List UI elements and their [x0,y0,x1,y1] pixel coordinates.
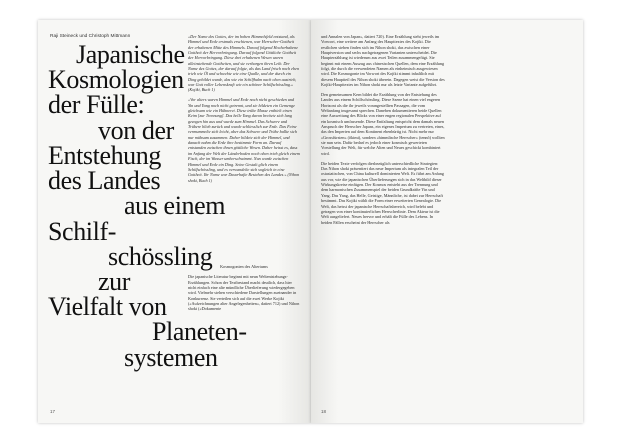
author-line: Raji Steineck und Christoph Mittmann [50,34,131,39]
title-line: systemen [124,342,218,372]
section-heading: Kosmogonien des Altertums [220,264,268,269]
title-line: schössling [108,241,213,271]
title-line: Planeten- [152,317,247,347]
title-line: Kosmologien [48,65,184,95]
title-line: Vielfalt von [48,292,167,322]
title-line: Japanische [76,40,185,69]
body-paragraph: und Annalen von Japan», datiert 720). Eine Erzählung steht jeweils im Vorwort, eine weitere am Anfang des Haupttextes des Kojiki. Die restlichen sieben finden sich im Nihon shoki, das zwischen einer Hauptversion und sechs nachgetragenen Varianten unterscheidet. Die Haupterzählung ist wiederum aus zwei Teilen zusammengefügt. Sie beginnt mit einem Auszug aus chinesischen Quellen, dem eine Erzählung folgt, die durch die verwendeten Namen als einheimisch ausgewiesen wird. Die Kosmogonie im Vorwort des Kojiki stimmt inhaltlich mit diesem Hauptteil des Nihon shoki überein. Dagegen weist die Version des Kojiki-Haupttextes im Nihon shoki nur als letzte Variante aufgeführt. [321,34,445,88]
body-column-left [188,258,300,408]
nihon-shoki-quote: «Vor alters waren Himmel und Erde noch nicht geschieden und Yin und Yang noch nicht getrennt, und sie bildeten ein Gemenge gleichsam wie ein Hühnerei. Diese trübe Masse enthielt einen Keim [zur Trennung]. Das helle Yang davon breitete sich lang gezogen hin aus und wurde zum Himmel. Das Schwere und Trübere blieb zurück und wurde schliesslich zur Erde. Das Feine vermummelte sich leicht, aber das Schwere und Trübe ballte sich nur mühsam zusammen. Daher bildete sich der Himmel, und danach nahm die Erde ihre bestimmte Form an. Darauf entstanden zwischen ihnen göttliche Wesen. Daher heisst es, dass im Anfang der Welt der Länderboden noch oben trieb gleich einem Fisch, der im Wasser umherschwimmt. Nun wurde zwischen Himmel und Erde ein Ding. Seine Gestalt glich einem Schilfschössling, und es verwandelte sich sogleich in eine Gottheit. Ihr Name war Dauerhafte Bestehen des Landes.» (Nihon shoki, Buch 1) [188,97,300,183]
page-number-left: 17 [50,409,56,414]
right-page [311,20,583,423]
title-line: Entstehung [48,140,161,170]
title-line: zur [98,266,130,296]
body-column-right [321,34,445,409]
title-line: aus einem [124,191,226,221]
title-line: der Fülle: [48,90,145,120]
body-paragraph: Die japanische Literatur beginnt mit neun Weltentstehungs-Erzählungen. Schon der Textbestand macht deutlich, dass hier nicht einfach eine alte mündliche Überlieferung wiedergegeben wird. Vielmehr stehen verschiedene Darstellungen zueinander in Konkurrenz. Sie verteilen sich auf die zwei Werke Kojiki («Aufzeichnungen alter Angelegenheiten», datiert 712) und Nihon shoki («Dokumente [188,274,300,312]
left-page [38,20,311,423]
body-paragraph: Den gemeinsamen Kern bildet die Erzählung von der Entstehung des Landes aus einem Schilfschössling. Diese Szene hat einen viel engeren Horizont als die ihr jeweils vorangestellten Passagen, die vom Weltanfang insgesamt sprechen. Daneben dokumentieren beide Quellen eine Ausweitung des Blicks von einer engen regionalen Perspektive auf ein kosmisch umfassende. Diese Entfaltung entspricht dem damals neuen Anspruch der Herrscher Japans, ein eigenes Imperium zu vertreten, eines, das den Imperien auf dem Kontinent ebenbürtig ist. Nicht mehr nur «Grossfürsten» (ôkimi), sondern «himmlische Herrscher» (tennô) wollten sie nun sein. Dafür bedarf es jedoch einer kosmisch gewerteten Vorstellung der Welt, für welche Alten und Neues geschickt kombiniert wird. [321,92,445,156]
title-line: Schilf- [48,216,116,246]
body-paragraph: Die beiden Texte verfolgen diesbezüglich unterschiedliche Strategien: Das Nihon shoki präsentiert das neue Imperium als integralen Teil der ostasiatischen, von China kulturell dominierten Welt. Es führt am Anfang aus vor, wie die japanischen Überlieferungen sich in das Weltbild dieser Wirkungskreise einfügen. Der Kosmos entsteht aus der Trennung und dem harmonischen Zusammenspiel der beiden Grundkräfte Yin und Yang. Das Yang, das Helle, Geistige, Männliche, ist dabei zur Herrschaft bestimmt. Das Kojiki wählt die Form einer erweiterten Genealogie. Die Welt, das heisst der japanische Herrschaftsbereich, wird belebt und getragen von einer kontinuierlichen Herrscherlinie. Dem Akteur ist die Welt ausgeliefert. Neues hervor und erhält die Fülle des Lebens. In beiden Fällen erscheint der Herrscher als [321,160,444,225]
page-number-right: 18 [321,409,327,414]
quote-column [188,34,300,254]
kojiki-quote: «Der Name des Gottes, der im hohen Himmelsfeld entstand, als Himmel und Erde erstmals erschienen, war Herrscher-Gottheit der erhabenen Mitte des Himmels. Darauf folgend Hocherhabene Gottheit der Hervorbringung. Darauf folgend Göttliche Gottheit der Hervorbringung. Diese drei erhabenen Wesen waren alleinstehende Gottheiten, und sie verbargen ihren Leib. Der Name des Gottes, der darauf folgte, als das Land frisch noch eben trieb wie Öl und schwebte wie eine Qualle, und der durch ein Ding gebildet wurde, das wie ein Schilfhalm nach oben austrieb, war Gott voller Lebenskraft wie ein schöner Schilfschössling.» (Kojiki, Buch 1) [188,34,300,93]
title-line: des Landes [48,166,161,196]
title-line: von der [98,115,174,145]
